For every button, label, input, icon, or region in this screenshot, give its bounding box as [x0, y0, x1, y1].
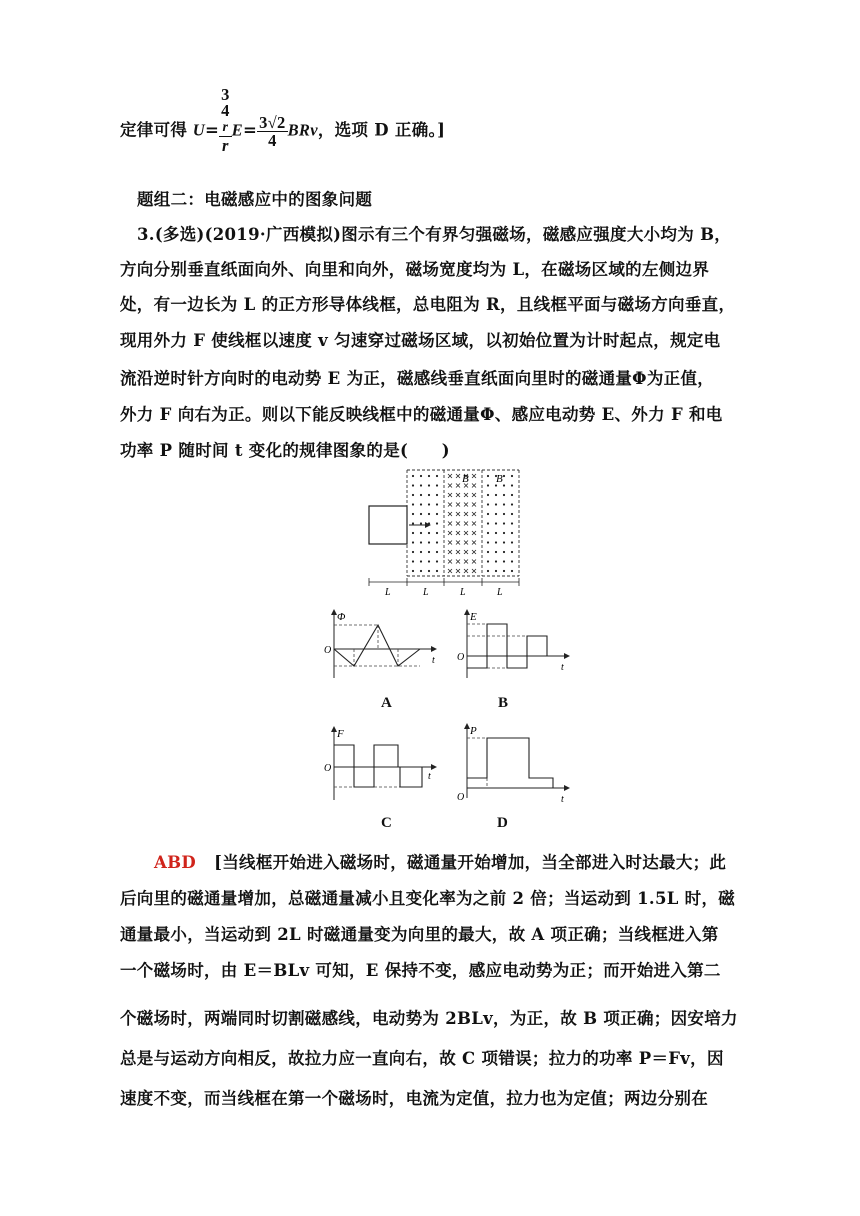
field-dot — [503, 503, 505, 505]
graph-a-ylabel: Φ — [337, 611, 346, 623]
field-cross — [472, 531, 476, 535]
fraction-1-num-r: r — [222, 120, 229, 135]
field-dot — [511, 551, 513, 553]
field-cross — [448, 474, 452, 478]
fraction-1 — [219, 85, 232, 155]
field-cross — [456, 550, 460, 554]
field-cross — [472, 541, 476, 545]
equals-1: = — [204, 120, 220, 140]
field-dot — [436, 532, 438, 534]
field-cross — [456, 493, 460, 497]
field-dot — [511, 532, 513, 534]
field-cross — [464, 541, 468, 545]
field-dot — [420, 522, 422, 524]
field-cross — [472, 560, 476, 564]
field-dot — [503, 484, 505, 486]
field-dot — [412, 484, 414, 486]
field-dot — [420, 532, 422, 534]
field-cross — [456, 503, 460, 507]
field-dot — [495, 551, 497, 553]
field-dot — [436, 513, 438, 515]
fraction-1-num-4: 4 — [221, 101, 230, 120]
field-dot — [428, 560, 430, 562]
field-cross — [472, 484, 476, 488]
intro-prefix: 定律可得 — [120, 120, 188, 140]
field-cross — [464, 493, 468, 497]
field-dot — [487, 494, 489, 496]
graph-c-origin: O — [324, 763, 332, 774]
field-label-b1: B — [462, 473, 469, 485]
field-dot — [503, 551, 505, 553]
field-dot — [420, 494, 422, 496]
field-dot — [495, 494, 497, 496]
field-dot — [511, 522, 513, 524]
fraction-1-denominator: r — [222, 136, 229, 155]
field-dot — [487, 532, 489, 534]
field-dot — [503, 532, 505, 534]
field-dot — [428, 484, 430, 486]
field-dot — [511, 484, 513, 486]
magnetic-field-figure — [365, 468, 525, 598]
field-dot — [420, 513, 422, 515]
field-dot — [412, 475, 414, 477]
field-label-b2: B — [496, 473, 503, 485]
var-u: U — [192, 120, 205, 140]
field-dot — [487, 551, 489, 553]
field-dot — [503, 570, 505, 572]
field-dot — [436, 560, 438, 562]
field-dot — [428, 475, 430, 477]
graph-a-xlabel: t — [432, 655, 435, 666]
field-dot — [511, 560, 513, 562]
field-dot — [412, 513, 414, 515]
field-cross — [464, 550, 468, 554]
field-cross — [464, 569, 468, 573]
field-dot — [487, 484, 489, 486]
field-dot — [428, 541, 430, 543]
answer-line-3: 通量最小，当运动到 2L 时磁通量变为向里的最大，故 A 项正确；当线框进入第 — [120, 925, 719, 944]
answer-line-2: 后向里的磁通量增加，总磁通量减小且变化率为之前 2 倍；当运动到 1.5L 时，磁 — [120, 889, 736, 908]
field-cross — [448, 569, 452, 573]
answer-line-1 — [154, 849, 726, 873]
field-cross — [448, 541, 452, 545]
field-dot — [487, 541, 489, 543]
field-dot — [436, 475, 438, 477]
field-dot — [495, 560, 497, 562]
field-dot — [495, 532, 497, 534]
field-dot — [412, 522, 414, 524]
graph-c-ylabel: F — [337, 728, 344, 740]
graph-d-ylabel: P — [470, 725, 477, 737]
question-line-7: 功率 P 随时间 t 变化的规律图象的是( ) — [120, 441, 450, 460]
field-cross — [464, 512, 468, 516]
field-cross — [472, 493, 476, 497]
field-dot — [428, 513, 430, 515]
field-cross — [456, 484, 460, 488]
field-dot — [436, 541, 438, 543]
section-title: 题组二：电磁感应中的图象问题 — [137, 190, 373, 209]
field-cross — [456, 474, 460, 478]
field-dot — [436, 494, 438, 496]
fraction-2-numerator: 3√2 — [259, 112, 286, 132]
graph-b-emf — [455, 608, 575, 683]
question-line-6: 外力 F 向右为正。则以下能反映线框中的磁通量Φ、感应电动势 E、外力 F 和电 — [120, 405, 723, 424]
graph-c-force — [322, 725, 442, 805]
field-cross — [456, 531, 460, 535]
field-cross — [448, 493, 452, 497]
field-dot — [420, 551, 422, 553]
field-cross — [456, 541, 460, 545]
field-dot — [412, 560, 414, 562]
fraction-1-num-line — [221, 102, 230, 136]
intro-formula-line — [120, 85, 446, 155]
field-dot — [503, 522, 505, 524]
field-cross — [472, 474, 476, 478]
fraction-2 — [257, 114, 287, 149]
width-label-2: L — [423, 587, 429, 598]
answer-line-7: 速度不变，而当线框在第一个磁场时，电流为定值，拉力也为定值；两边分别在 — [120, 1089, 708, 1108]
field-dot — [412, 532, 414, 534]
graph-d-power — [455, 722, 575, 807]
answer-line-6: 总是与运动方向相反，故拉力应一直向右，故 C 项错误；拉力的功率 P＝Fv，因 — [120, 1049, 724, 1068]
field-dot — [436, 570, 438, 572]
field-dot — [511, 541, 513, 543]
graph-d-xlabel: t — [561, 794, 564, 805]
intro-tail: ，选项 D 正确。] — [317, 120, 446, 140]
fraction-2-denominator: 4 — [268, 130, 277, 150]
field-dot — [436, 503, 438, 505]
field-cross — [448, 503, 452, 507]
field-dot — [511, 475, 513, 477]
answer-line-1-text: [当线框开始进入磁场时，磁通量开始增加，当全部进入时达最大；此 — [214, 853, 727, 872]
answer-key: ABD — [154, 853, 196, 872]
equals-2: = — [242, 120, 258, 140]
field-dot — [487, 570, 489, 572]
graph-d-label: D — [497, 815, 508, 831]
field-dot — [428, 494, 430, 496]
field-dot — [487, 475, 489, 477]
field-dot — [420, 503, 422, 505]
graph-b-origin: O — [457, 652, 465, 663]
field-dot — [495, 570, 497, 572]
field-dot — [412, 541, 414, 543]
field-cross — [456, 560, 460, 564]
answer-line-4: 一个磁场时，由 E＝BLv 可知，E 保持不变，感应电动势为正；而开始进入第二 — [120, 961, 721, 980]
field-dot — [503, 475, 505, 477]
field-cross — [448, 512, 452, 516]
width-label-3: L — [460, 587, 466, 598]
question-line-3: 处，有一边长为 L 的正方形导体线框，总电阻为 R，且线框平面与磁场方向垂直， — [120, 295, 736, 314]
graph-d-origin: O — [457, 792, 465, 803]
field-dot — [428, 551, 430, 553]
field-dot — [412, 570, 414, 572]
answer-line-5: 个磁场时，两端同时切割磁感线，电动势为 2BLv，为正，故 B 项正确；因安培力 — [120, 1009, 738, 1028]
field-dot — [436, 551, 438, 553]
field-dot — [487, 513, 489, 515]
var-brv: BRv — [287, 120, 318, 140]
field-dot — [495, 541, 497, 543]
question-line-4: 现用外力 F 使线框以速度 v 匀速穿过磁场区域，以初始位置为计时起点，规定电 — [120, 331, 721, 350]
field-dot — [420, 560, 422, 562]
graph-a-origin: O — [324, 645, 332, 656]
field-cross — [448, 531, 452, 535]
field-cross — [472, 569, 476, 573]
field-cross — [448, 484, 452, 488]
field-dot — [487, 522, 489, 524]
field-dot — [495, 503, 497, 505]
question-line-2: 方向分别垂直纸面向外、向里和向外，磁场宽度均为 L，在磁场区域的左侧边界 — [120, 260, 710, 279]
width-label-4: L — [497, 587, 503, 598]
coil-square — [369, 506, 407, 544]
graph-b-label: B — [498, 695, 509, 711]
fraction-1-numerator — [219, 85, 232, 137]
field-cross — [448, 522, 452, 526]
field-cross — [448, 560, 452, 564]
field-dot — [487, 560, 489, 562]
field-dot — [511, 513, 513, 515]
field-dot — [487, 503, 489, 505]
field-dot — [420, 570, 422, 572]
field-dot — [428, 522, 430, 524]
field-dot — [511, 503, 513, 505]
field-dot — [412, 503, 414, 505]
field-cross — [448, 550, 452, 554]
fraction-1-num-3: 3 — [221, 85, 230, 104]
field-dot — [436, 484, 438, 486]
field-dot — [428, 503, 430, 505]
width-label-1: L — [385, 587, 391, 598]
field-cross — [472, 503, 476, 507]
field-cross — [464, 560, 468, 564]
question-line-5: 流沿逆时针方向时的电动势 E 为正，磁感线垂直纸面向里时的磁通量Φ为正值， — [120, 369, 715, 388]
field-dot — [511, 570, 513, 572]
field-cross — [456, 569, 460, 573]
field-cross — [464, 522, 468, 526]
graph-b-ylabel: E — [470, 611, 477, 623]
field-cross — [472, 550, 476, 554]
field-dot — [503, 494, 505, 496]
field-dot — [503, 560, 505, 562]
graph-a-flux — [322, 608, 442, 683]
field-dot — [511, 494, 513, 496]
field-dot — [412, 494, 414, 496]
field-dot — [495, 513, 497, 515]
field-cross — [456, 522, 460, 526]
field-dot — [420, 484, 422, 486]
graph-c-label: C — [381, 815, 392, 831]
field-dot — [428, 532, 430, 534]
field-cross — [464, 531, 468, 535]
field-cross — [472, 512, 476, 516]
field-dot — [436, 522, 438, 524]
question-line-1: 3.(多选)(2019·广西模拟)图示有三个有界匀强磁场，磁感应强度大小均为 B， — [137, 225, 732, 244]
var-e: E — [231, 120, 243, 140]
field-dot — [420, 541, 422, 543]
graph-b-xlabel: t — [561, 662, 564, 673]
field-dot — [412, 551, 414, 553]
field-cross — [456, 512, 460, 516]
field-dot — [428, 570, 430, 572]
graph-a-label: A — [381, 695, 392, 711]
field-cross — [464, 503, 468, 507]
field-dot — [495, 522, 497, 524]
field-dot — [503, 513, 505, 515]
field-dot — [420, 475, 422, 477]
graph-c-xlabel: t — [428, 771, 431, 782]
field-dot — [503, 541, 505, 543]
field-cross — [472, 522, 476, 526]
